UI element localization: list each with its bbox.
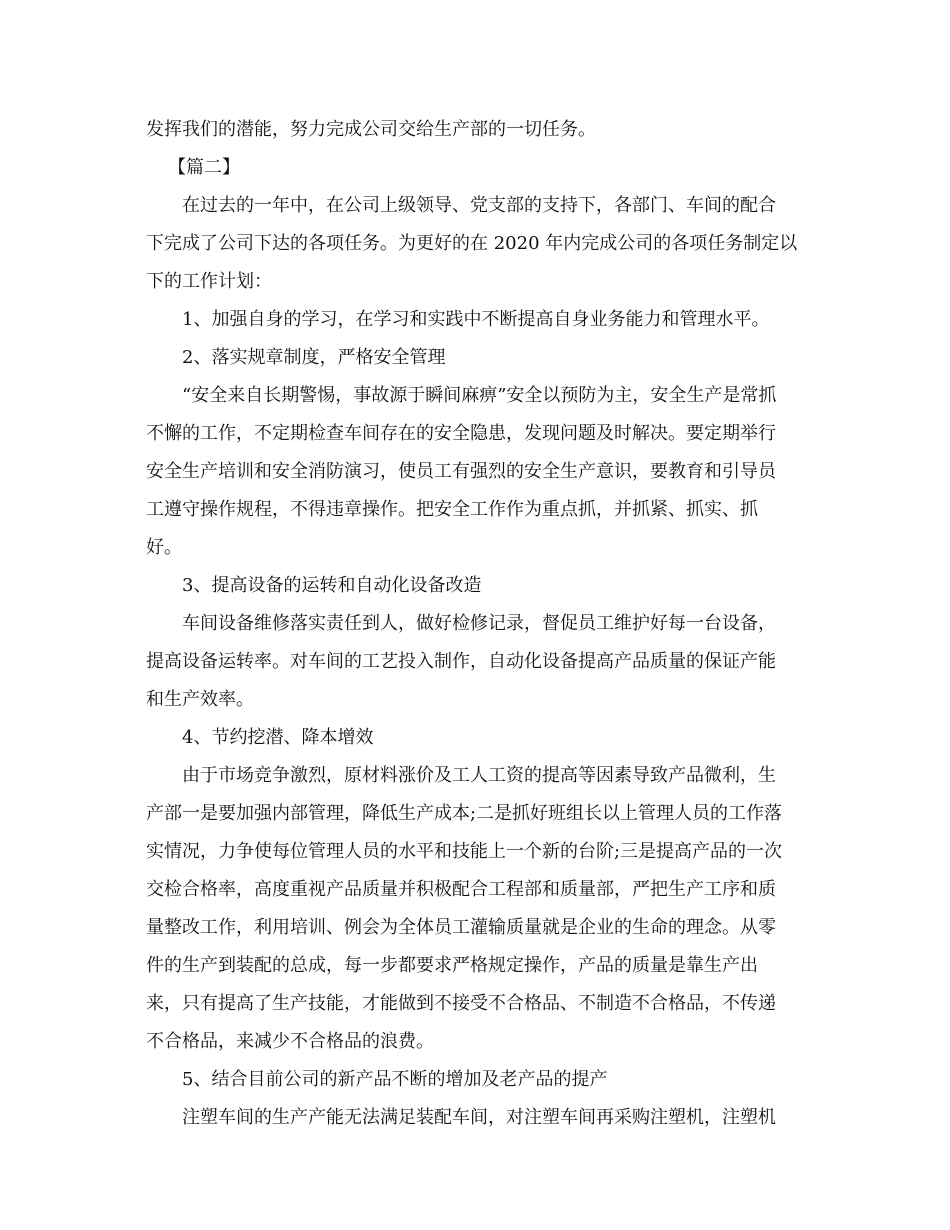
paragraph-line: 件的生产到装配的总成，每一步都要求严格规定操作，产品的质量是靠生产出 bbox=[146, 955, 758, 976]
paragraph-line: 和生产效率。 bbox=[146, 689, 254, 710]
paragraph-line: 工遵守操作规程，不得违章操作。把安全工作作为重点抓，并抓紧、抓实、抓 bbox=[146, 499, 758, 520]
paragraph-line: 交检合格率，高度重视产品质量并积极配合工程部和质量部，严把生产工序和质 bbox=[146, 879, 776, 900]
document-body bbox=[146, 115, 806, 1141]
paragraph-line: 车间设备维修落实责任到人，做好检修记录，督促员工维护好每一台设备， bbox=[182, 613, 776, 634]
paragraph-line: 发挥我们的潜能，努力完成公司交给生产部的一切任务。 bbox=[146, 119, 596, 140]
paragraph-line: 量整改工作，利用培训、例会为全体员工灌输质量就是企业的生命的理念。从零 bbox=[146, 917, 776, 938]
paragraph-line: 安全生产培训和安全消防演习，使员工有强烈的安全生产意识，要教育和引导员 bbox=[146, 461, 776, 482]
paragraph-line: 产部一是要加强内部管理，降低生产成本;二是抓好班组长以上管理人员的工作落 bbox=[146, 803, 783, 824]
paragraph-line: “安全来自长期警惕，事故源于瞬间麻痹”安全以预防为主，安全生产是常抓 bbox=[182, 385, 777, 406]
paragraph-line: 实情况，力争使每位管理人员的水平和技能上一个新的台阶;三是提高产品的一次 bbox=[146, 841, 783, 862]
paragraph-line: 下完成了公司下达的各项任务。为更好的在 2020 年内完成公司的各项任务制定以 bbox=[146, 233, 798, 254]
paragraph-line: 不懈的工作，不定期检查车间存在的安全隐患，发现问题及时解决。要定期举行 bbox=[146, 423, 776, 444]
paragraph-line: 由于市场竞争激烈，原材料涨价及工人工资的提高等因素导致产品微利，生 bbox=[182, 765, 776, 786]
paragraph-line: 注塑车间的生产产能无法满足装配车间，对注塑车间再采购注塑机，注塑机 bbox=[182, 1107, 776, 1128]
paragraph-line: 不合格品，来减少不合格品的浪费。 bbox=[146, 1031, 434, 1052]
paragraph-line: 提高设备运转率。对车间的工艺投入制作，自动化设备提高产品质量的保证产能 bbox=[146, 651, 776, 672]
paragraph-line: 在过去的一年中，在公司上级领导、党支部的支持下，各部门、车间的配合 bbox=[182, 195, 776, 216]
paragraph-line: 来，只有提高了生产技能，才能做到不接受不合格品、不制造不合格品，不传递 bbox=[146, 993, 776, 1014]
list-item: 1、加强自身的学习，在学习和实践中不断提高自身业务能力和管理水平。 bbox=[182, 309, 770, 330]
list-item: 5、结合目前公司的新产品不断的增加及老产品的提产 bbox=[182, 1069, 608, 1090]
paragraph-line: 下的工作计划： bbox=[146, 271, 272, 292]
list-item: 2、落实规章制度，严格安全管理 bbox=[182, 347, 446, 368]
paragraph-line: 好。 bbox=[146, 537, 182, 558]
list-item: 3、提高设备的运转和自动化设备改造 bbox=[182, 575, 482, 596]
list-item: 4、节约挖潜、降本增效 bbox=[182, 727, 374, 748]
section-heading: 【篇二】 bbox=[168, 157, 240, 178]
